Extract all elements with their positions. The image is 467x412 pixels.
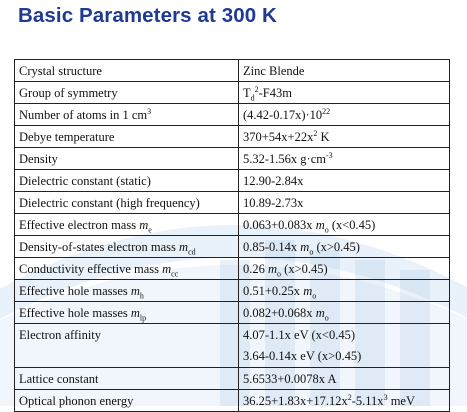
name-subscript: cd: [188, 247, 196, 256]
parameter-name: [15, 258, 239, 280]
value-text: 36.25+1.83x+17.12x: [243, 393, 348, 408]
value-subscript: o: [324, 313, 329, 322]
parameter-name: Electron affinity: [15, 324, 239, 368]
value-subscript: o: [277, 269, 282, 278]
value-text: 370+54x+22x: [243, 129, 314, 144]
page-title: Basic Parameters at 300 K: [18, 4, 277, 27]
value-superscript: 3: [383, 392, 388, 402]
parameter-value: [239, 302, 450, 324]
value-text: -5.11x: [351, 393, 384, 408]
parameter-value: [239, 82, 450, 104]
parameter-value: [239, 258, 450, 280]
value-text: (x<0.45): [328, 217, 376, 232]
name-symbol: m: [139, 217, 149, 232]
name-text: Density-of-states electron mass: [19, 239, 180, 254]
name-symbol: m: [130, 305, 140, 320]
value-text: 0.85-0.14x: [243, 239, 301, 254]
parameter-name: Density: [15, 148, 239, 170]
parameter-value: [239, 324, 450, 368]
parameter-value: 12.90-2.84x: [239, 170, 450, 192]
parameters-table: [14, 59, 450, 412]
table-row: [15, 324, 450, 368]
value-text: meV: [387, 393, 415, 408]
value-superscript: 2: [313, 128, 318, 138]
name-text: Effective electron mass: [19, 217, 140, 232]
name-symbol: m: [130, 283, 140, 298]
table-row: [15, 60, 450, 82]
table-row: [15, 170, 450, 192]
value-text: 0.063+0.083x: [243, 217, 316, 232]
value-text: (4.42-0.17x)·10: [243, 107, 323, 122]
parameter-name: Dielectric constant (static): [15, 170, 239, 192]
name-text: Conductivity effective mass: [19, 261, 163, 276]
table-row: [15, 104, 450, 126]
parameter-name: [15, 302, 239, 324]
value-subscript: o: [324, 225, 329, 234]
table-row: [15, 302, 450, 324]
value-text: 0.26: [243, 261, 268, 276]
parameter-value: 10.89-2.73x: [239, 192, 450, 214]
table-row: [15, 236, 450, 258]
parameter-name: Group of symmetry: [15, 82, 239, 104]
name-subscript: cc: [171, 269, 179, 278]
name-superscript: 3: [147, 106, 152, 116]
name-symbol: m: [162, 261, 172, 276]
parameter-value: [239, 236, 450, 258]
name-subscript: e: [148, 225, 152, 234]
value-text: -F43m: [258, 85, 292, 100]
name-text: Effective hole masses: [19, 305, 131, 320]
value-text: 0.082+0.068x: [243, 305, 316, 320]
value-symbol: m: [300, 239, 310, 254]
value-symbol: m: [315, 305, 325, 320]
parameter-value: Zinc Blende: [239, 60, 450, 82]
table-row: [15, 82, 450, 104]
parameter-name: Lattice constant: [15, 368, 239, 390]
parameter-value: [239, 280, 450, 302]
name-subscript: lp: [139, 313, 147, 322]
table-row: [15, 126, 450, 148]
table-row: [15, 192, 450, 214]
value-superscript: 22: [322, 106, 331, 116]
name-text: Effective hole masses: [19, 283, 131, 298]
value-symbol: m: [303, 283, 313, 298]
value-text: K: [317, 129, 330, 144]
table-row: [15, 148, 450, 170]
value-symbol: m: [268, 261, 278, 276]
value-text: 5.32-1.56x g·cm: [243, 151, 326, 166]
name-text: Number of atoms in 1 cm: [19, 107, 148, 122]
value-line: 3.64-0.14x eV (x>0.45): [243, 349, 362, 363]
name-subscript: h: [139, 291, 144, 300]
parameter-name: Optical phonon energy: [15, 390, 239, 412]
parameter-name: Dielectric constant (high frequency): [15, 192, 239, 214]
value-symbol: m: [315, 217, 325, 232]
table-row: [15, 280, 450, 302]
parameter-name: [15, 280, 239, 302]
value-text: (x>0.45): [281, 261, 328, 276]
value-subscript: o: [312, 291, 317, 300]
value-subscript: o: [309, 247, 314, 256]
parameter-value: 5.6533+0.0078x A: [239, 368, 450, 390]
name-symbol: m: [179, 239, 189, 254]
parameter-value: [239, 214, 450, 236]
value-line: 4.07-1.1x eV (x<0.45): [243, 328, 356, 342]
table-row: [15, 214, 450, 236]
value-superscript: -3: [325, 150, 333, 160]
parameter-value: [239, 148, 450, 170]
value-text: (x>0.45): [313, 239, 360, 254]
parameter-value: [239, 390, 450, 412]
value-superscript: 2: [254, 84, 259, 94]
parameter-name: [15, 214, 239, 236]
table-row: [15, 368, 450, 390]
parameter-name: [15, 236, 239, 258]
table-row: [15, 258, 450, 280]
parameter-name: Crystal structure: [15, 60, 239, 82]
table-row: [15, 390, 450, 412]
parameter-name: [15, 104, 239, 126]
value-text: 0.51+0.25x: [243, 283, 304, 298]
value-subscript: d: [250, 93, 255, 102]
parameter-name: Debye temperature: [15, 126, 239, 148]
parameter-value: [239, 126, 450, 148]
parameter-value: [239, 104, 450, 126]
value-text: T: [243, 85, 251, 100]
value-superscript: 2: [347, 392, 352, 402]
